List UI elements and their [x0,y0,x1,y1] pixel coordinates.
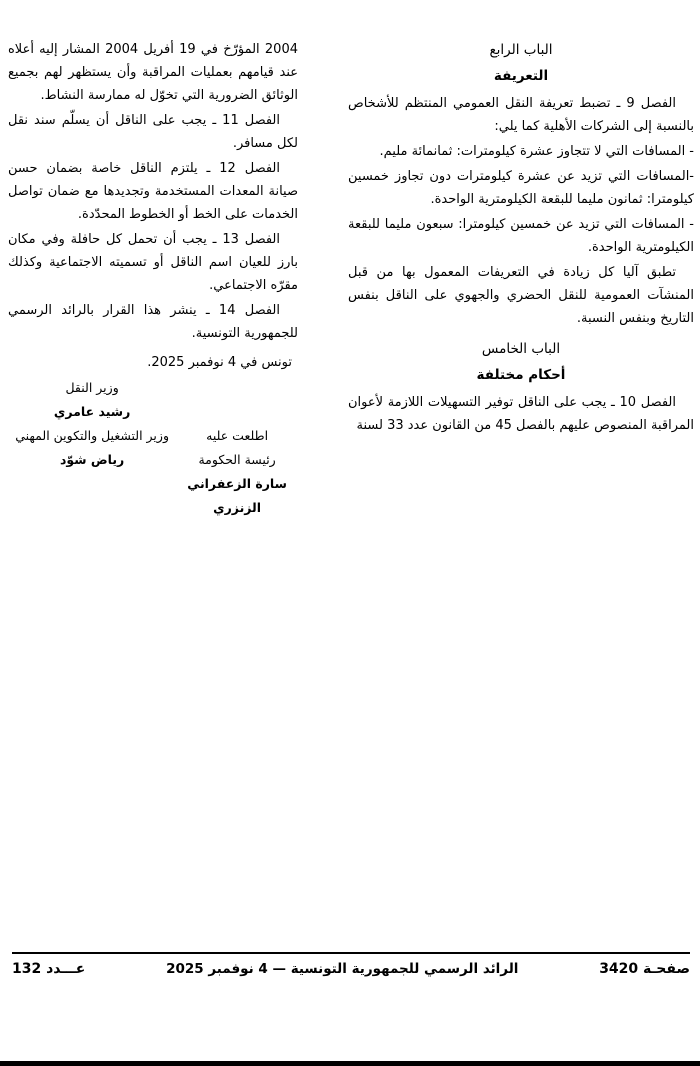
page-footer [12,952,690,977]
column-left [8,36,298,520]
footer-issue-number: عـــدد 132 [12,961,86,977]
tariff-item-1: - المسافات التي لا تتجاوز عشرة كيلومترات: ثمانمائة مليم. [379,144,694,159]
seen-by-label: اطلعت عليه [206,428,269,443]
transport-minister [8,376,176,424]
bottom-page-rule [0,1061,700,1066]
transport-minister-name: رشيد عامري [53,404,131,419]
footer-journal-title: الرائد الرسمي للجمهورية التونسية — 4 نوفمبر 2025 [166,961,519,977]
head-of-government-name: سارة الزعفراني الزنزري [187,476,287,515]
article-14-text: الفصل 14 ـ ينشر هذا القرار بالرائد الرسمي للجمهورية التونسية. [8,303,298,341]
signature-row-head-gov [8,448,298,472]
signature-row-transport [8,376,298,424]
employment-minister-title: وزير التشغيل والتكوين المهني [15,428,169,443]
signature-spacer [176,376,298,424]
chapter-five-subtitle: أحكام مختلفة [476,367,566,383]
signature-spacer [8,472,176,520]
head-of-government-title: رئيسة الحكومة [198,452,276,467]
signature-row-head-gov-name [8,472,298,520]
article-10-text: الفصل 10 ـ يجب على الناقل توفير التسهيلات اللازمة لأعوان المراقبة المنصوص عليهم بالفصل 45 من القانون عدد 33 لسنة [348,395,694,433]
tariff-item-3: - المسافات التي تزيد عن خمسين كيلومترا: سبعون مليما للبقعة الكيلومترية الواحدة. [348,217,694,255]
article-10-continuation: 2004 المؤرّخ في 19 أفريل 2004 المشار إليه أعلاه عند قيامهم بعمليات المراقبة وأن يستظهر لهم بجميع الوثائق الضرورية التي تخوّل له ممارسة النشاط. [8,42,298,103]
article-13-text: الفصل 13 ـ يجب أن تحمل كل حافلة وفي مكان بارز للعيان اسم الناقل أو تسميته الاجتماعية وكذلك مقرّه الاجتماعي. [8,232,298,293]
signature-row-seen-by [8,424,298,448]
chapter-four-subtitle: التعريفة [493,68,549,84]
auto-increase-paragraph: تطبق آليا كل زيادة في التعريفات المعمول بها من قبل المنشآت العمومية للنقل الحضري والجهوي على الناقل بنفس التاريخ وبنفس النسبة. [348,265,694,326]
chapter-four-title: الباب الرابع [489,42,553,58]
article-9-text: الفصل 9 ـ تضبط تعريفة النقل العمومي المنتظم للأشخاص بالنسبة إلى الشركات الأهلية كما يلي: [348,96,694,134]
tariff-item-2: -المسافات التي تزيد عن عشرة كيلومترات دون تجاوز خمسين كيلومترا: ثمانون مليما للبقعة الكيلومترية الواحدة. [348,169,694,207]
article-12-text: الفصل 12 ـ يلتزم الناقل خاصة بضمان حسن صيانة المعدات المستخدمة وتجديدها مع ضمان تواصل الخدمات على الخط أو الخطوط المحدّدة. [8,161,298,222]
transport-minister-title: وزير النقل [65,380,119,395]
chapter-five-title: الباب الخامس [481,341,561,357]
article-11-text: الفصل 11 ـ يجب على الناقل أن يسلّم سند نقل لكل مسافر. [8,113,298,151]
signature-block [8,376,298,520]
column-right [348,36,694,520]
footer-page-number: صفحـة 3420 [599,961,690,977]
employment-minister-name: رياض شوّد [59,452,125,467]
two-column-layout [0,0,700,520]
dateline: تونس في 4 نوفمبر 2025. [147,355,292,370]
